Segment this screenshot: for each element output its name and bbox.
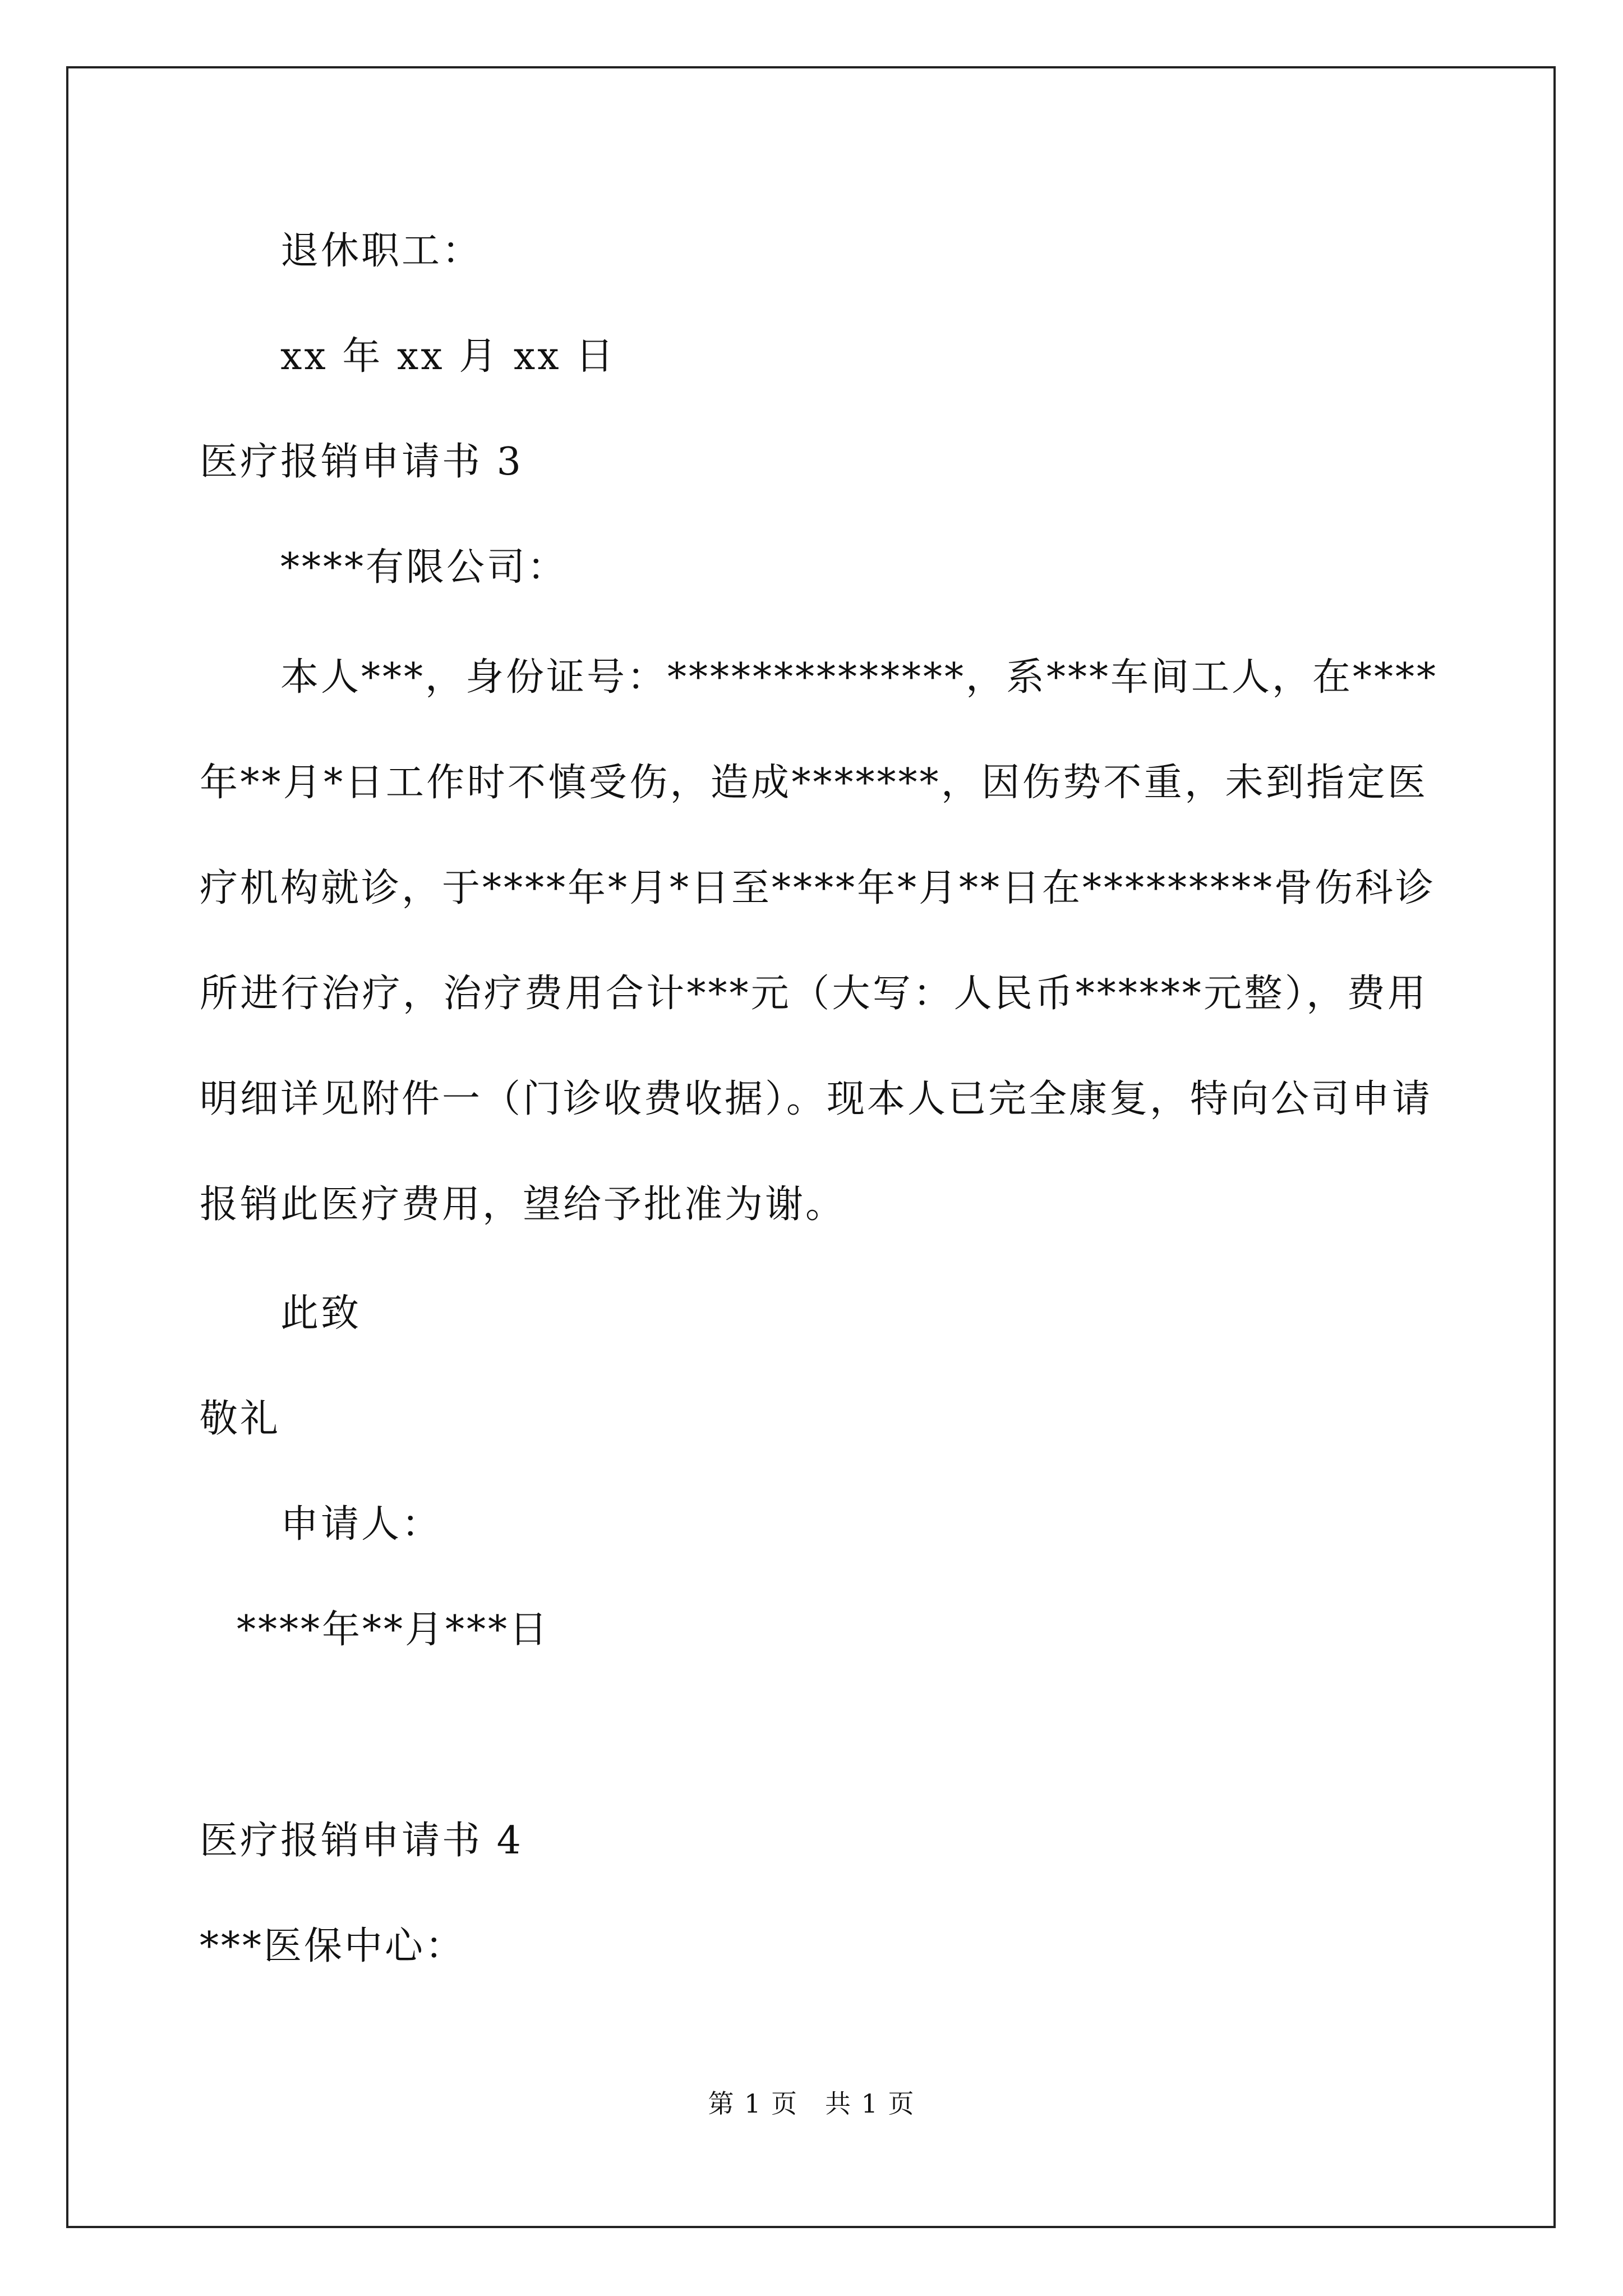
body-line: 所进行治疗，治疗费用合计***元（大写：人民币******元整），费用	[200, 972, 1428, 1016]
company-salutation: ****有限公司：	[280, 545, 568, 590]
closing-line-1: 此致	[280, 1291, 362, 1336]
body-line: 年**月*日工作时不慎受伤，造成*******，因伤势不重，未到指定医	[200, 761, 1428, 805]
body-paragraph	[200, 625, 1438, 1258]
page-footer: 第 1 页 共 1 页	[708, 2088, 915, 2119]
body-line: 本人***，身份证号：**************，系***车间工人，在****	[280, 655, 1438, 700]
retired-worker-label: 退休职工：	[280, 229, 483, 273]
body-line: 明细详见附件一（门诊收费收据）。现本人已完全康复，特向公司申请	[200, 1077, 1433, 1121]
closing-line-2: 敬礼	[200, 1397, 281, 1441]
applicant-label: 申请人：	[280, 1502, 442, 1547]
date-placeholder: xx 年 xx 月 xx 日	[280, 334, 616, 379]
body-line: 疗机构就诊，于****年*月*日至****年*月**日在*********骨伤科诊	[200, 866, 1436, 910]
body-line: 报销此医疗费用，望给予批准为谢。	[200, 1182, 846, 1227]
medical-center-salutation: ***医保中心：	[200, 1924, 466, 1968]
section-heading-4: 医疗报销申请书 4	[200, 1819, 523, 1863]
section-heading-3: 医疗报销申请书 3	[200, 440, 523, 484]
signature-date: ****年**月***日	[237, 1608, 550, 1652]
